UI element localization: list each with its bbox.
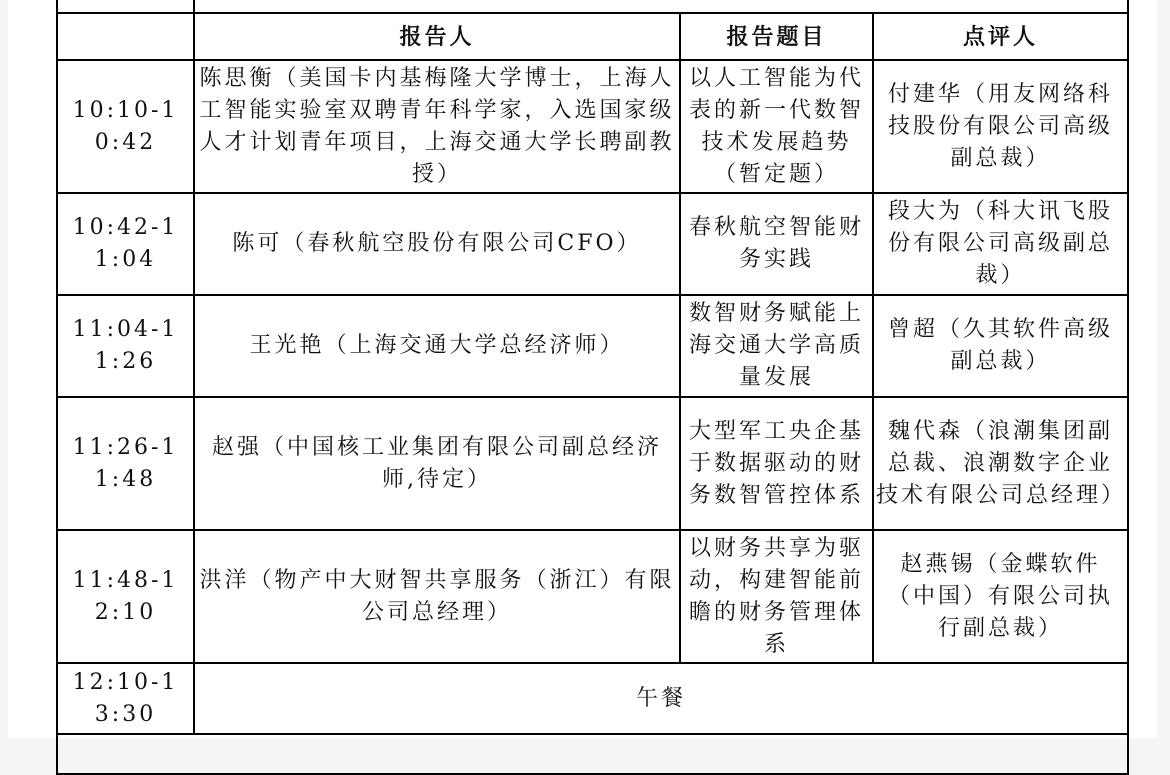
table-row xyxy=(57,397,1128,530)
topic-cell: 大型军工央企基于数据驱动的财务数智管控体系 xyxy=(680,397,873,530)
header-reviewer: 点评人 xyxy=(873,13,1128,60)
header-time xyxy=(57,13,194,60)
document-page xyxy=(8,0,1157,738)
reviewer-cell: 付建华（用友网络科技股份有限公司高级副总裁） xyxy=(873,60,1128,193)
time-cell: 10:42-11:04 xyxy=(57,193,194,295)
time-cell: 11:26-11:48 xyxy=(57,397,194,530)
speaker-cell: 洪洋（物产中大财智共享服务（浙江）有限公司总经理） xyxy=(194,530,680,663)
table-cell xyxy=(57,734,1128,774)
table-cell xyxy=(194,0,1128,13)
header-topic: 报告题目 xyxy=(680,13,873,60)
table-row xyxy=(57,295,1128,397)
table-row-next xyxy=(57,734,1128,774)
reviewer-cell: 赵燕锡（金蝶软件（中国）有限公司执行副总裁） xyxy=(873,530,1128,663)
lunch-row xyxy=(57,663,1128,734)
lunch-cell: 午餐 xyxy=(194,663,1128,734)
table-cell xyxy=(57,0,194,13)
topic-cell: 春秋航空智能财务实践 xyxy=(680,193,873,295)
speaker-cell: 陈思衡（美国卡内基梅隆大学博士，上海人工智能实验室双聘青年科学家，入选国家级人才计划青年项目，上海交通大学长聘副教授） xyxy=(194,60,680,193)
table-row-prev xyxy=(57,0,1128,13)
speaker-cell: 王光艳（上海交通大学总经济师） xyxy=(194,295,680,397)
header-speaker: 报告人 xyxy=(194,13,680,60)
time-cell: 12:10-13:30 xyxy=(57,663,194,734)
reviewer-cell: 曾超（久其软件高级副总裁） xyxy=(873,295,1128,397)
time-cell: 11:04-11:26 xyxy=(57,295,194,397)
topic-cell: 以人工智能为代表的新一代数智技术发展趋势（暂定题） xyxy=(680,60,873,193)
time-cell: 10:10-10:42 xyxy=(57,60,194,193)
topic-cell: 数智财务赋能上海交通大学高质量发展 xyxy=(680,295,873,397)
header-row xyxy=(57,13,1128,60)
reviewer-cell: 魏代森（浪潮集团副总裁、浪潮数字企业技术有限公司总经理） xyxy=(873,397,1128,530)
table-row xyxy=(57,60,1128,193)
speaker-cell: 赵强（中国核工业集团有限公司副总经济师,待定） xyxy=(194,397,680,530)
table-row xyxy=(57,530,1128,663)
speaker-cell: 陈可（春秋航空股份有限公司CFO） xyxy=(194,193,680,295)
agenda-table xyxy=(56,0,1129,775)
reviewer-cell: 段大为（科大讯飞股份有限公司高级副总裁） xyxy=(873,193,1128,295)
topic-cell: 以财务共享为驱动，构建智能前瞻的财务管理体系 xyxy=(680,530,873,663)
time-cell: 11:48-12:10 xyxy=(57,530,194,663)
table-row xyxy=(57,193,1128,295)
